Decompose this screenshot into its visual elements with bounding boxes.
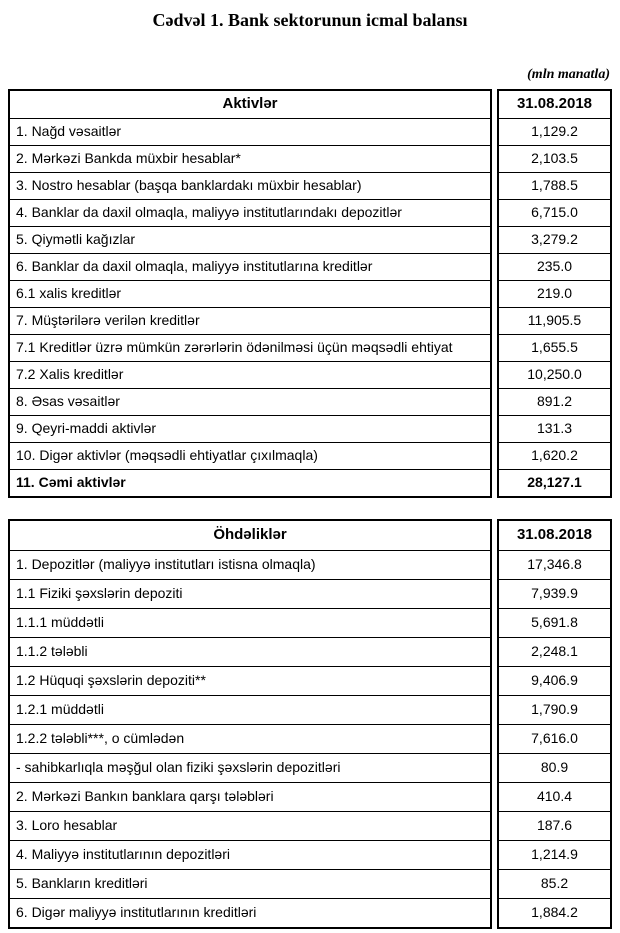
row-value: 9,406.9 <box>499 666 610 695</box>
liabilities-labels-column <box>8 519 492 929</box>
row-label: - sahibkarlıqla məşğul olan fiziki şəxslərin depozitləri <box>10 753 490 782</box>
row-value: 891.2 <box>499 388 610 415</box>
row-label: 1.1.2 tələbli <box>10 637 490 666</box>
row-label: 4. Maliyyə institutlarının depozitləri <box>10 840 490 869</box>
row-label: 6. Digər maliyyə institutlarının kreditləri <box>10 898 490 927</box>
table-header-label: Öhdəliklər <box>213 526 287 544</box>
row-label: 7. Müştərilərə verilən kreditlər <box>10 307 490 334</box>
row-value: 1,884.2 <box>499 898 610 927</box>
liabilities-values-column <box>497 519 612 929</box>
row-label: 4. Banklar da daxil olmaqla, maliyyə institutlarındakı depozitlər <box>10 199 490 226</box>
row-value: 1,129.2 <box>499 118 610 145</box>
row-label: 6. Banklar da daxil olmaqla, maliyyə institutlarına kreditlər <box>10 253 490 280</box>
row-value: 1,214.9 <box>499 840 610 869</box>
table-header-label: Aktivlər <box>222 95 278 113</box>
row-label: 1.2.1 müddətli <box>10 695 490 724</box>
row-value: 2,103.5 <box>499 145 610 172</box>
row-label: 8. Əsas vəsaitlər <box>10 388 490 415</box>
row-label: 1.1.1 müddətli <box>10 608 490 637</box>
row-label: 1.1 Fiziki şəxslərin depoziti <box>10 579 490 608</box>
row-value: 1,790.9 <box>499 695 610 724</box>
assets-values-column <box>497 89 612 498</box>
row-value: 3,279.2 <box>499 226 610 253</box>
table-header-date: 31.08.2018 <box>516 526 593 544</box>
row-value: 7,616.0 <box>499 724 610 753</box>
row-value: 1,620.2 <box>499 442 610 469</box>
row-value: 5,691.8 <box>499 608 610 637</box>
row-label: 1. Nağd vəsaitlər <box>10 118 490 145</box>
row-label: 3. Loro hesablar <box>10 811 490 840</box>
row-label: 3. Nostro hesablar (başqa banklardakı müxbir hesablar) <box>10 172 490 199</box>
row-label: 1. Depozitlər (maliyyə institutları istisna olmaqla) <box>10 550 490 579</box>
page-title: Cədvəl 1. Bank sektorunun icmal balansı <box>152 10 468 30</box>
row-value: 7,939.9 <box>499 579 610 608</box>
row-value: 17,346.8 <box>499 550 610 579</box>
assets-table <box>8 89 612 498</box>
row-label: 2. Mərkəzi Bankın banklara qarşı tələbləri <box>10 782 490 811</box>
row-value: 10,250.0 <box>499 361 610 388</box>
row-label: 5. Qiymətli kağızlar <box>10 226 490 253</box>
unit-note: (mln manatla) <box>527 67 610 82</box>
row-value: 85.2 <box>499 869 610 898</box>
row-value: 11,905.5 <box>499 307 610 334</box>
row-value: 1,655.5 <box>499 334 610 361</box>
row-label: 1.2.2 tələbli***, o cümlədən <box>10 724 490 753</box>
row-label: 5. Bankların kreditləri <box>10 869 490 898</box>
row-value: 28,127.1 <box>499 469 610 496</box>
row-label: 7.1 Kreditlər üzrə mümkün zərərlərin ödənilməsi üçün məqsədli ehtiyat <box>10 334 490 361</box>
row-value: 410.4 <box>499 782 610 811</box>
row-label: 2. Mərkəzi Bankda müxbir hesablar* <box>10 145 490 172</box>
row-label: 11. Cəmi aktivlər <box>10 469 490 496</box>
row-value: 219.0 <box>499 280 610 307</box>
row-value: 6,715.0 <box>499 199 610 226</box>
row-label: 7.2 Xalis kreditlər <box>10 361 490 388</box>
row-label: 10. Digər aktivlər (məqsədli ehtiyatlar çıxılmaqla) <box>10 442 490 469</box>
row-label: 9. Qeyri-maddi aktivlər <box>10 415 490 442</box>
row-value: 131.3 <box>499 415 610 442</box>
row-value: 187.6 <box>499 811 610 840</box>
row-value: 235.0 <box>499 253 610 280</box>
liabilities-table <box>8 519 612 929</box>
table-header-date: 31.08.2018 <box>516 95 593 113</box>
assets-labels-column <box>8 89 492 498</box>
row-label: 1.2 Hüquqi şəxslərin depoziti** <box>10 666 490 695</box>
row-value: 1,788.5 <box>499 172 610 199</box>
row-label: 6.1 xalis kreditlər <box>10 280 490 307</box>
row-value: 80.9 <box>499 753 610 782</box>
row-value: 2,248.1 <box>499 637 610 666</box>
